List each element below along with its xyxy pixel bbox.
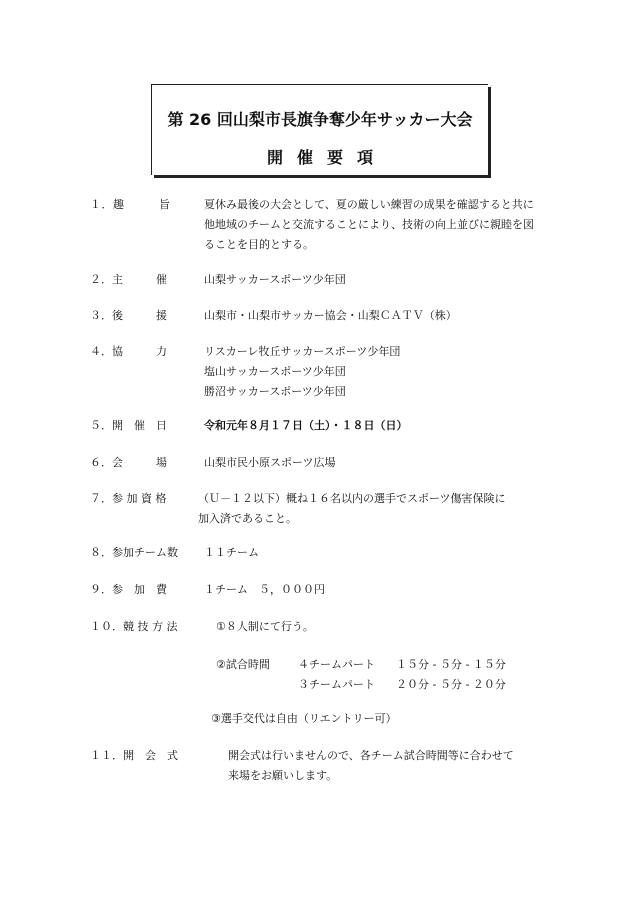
content-line: リスカーレ牧丘サッカースポーツ少年団	[204, 345, 401, 358]
content-line: 加入済であること。	[198, 512, 297, 525]
item-content	[204, 306, 457, 326]
item-label: ２．主 催	[90, 273, 167, 286]
item-content	[198, 489, 506, 529]
item-label: ７．参 加 資 格	[90, 492, 167, 505]
match-duration: ２０分 - ５分 - ２０分	[396, 678, 506, 691]
content-line: １１チーム	[204, 546, 259, 559]
match-format: ４チームパート	[298, 658, 375, 671]
content-line: 令和元年８月１７日（土）・１８日（日）	[204, 419, 408, 432]
content-line: ①８人制にて行う。	[216, 620, 314, 633]
title-box	[151, 84, 488, 175]
item-content	[204, 543, 259, 563]
match-duration: １５分 - ５分 - １５分	[396, 658, 506, 671]
content-line: 他地域のチームと交流することにより、技術の向上並びに親睦を図	[204, 218, 534, 231]
content-line: ることを目的とする。	[204, 238, 314, 251]
match-time-label: ②試合時間	[216, 658, 270, 671]
item-content	[216, 617, 314, 637]
item-label: ４．協 力	[90, 345, 167, 358]
content-line: 山梨市・山梨市サッカー協会・山梨ＣＡＴＶ（株）	[204, 309, 457, 322]
content-line: １チーム ５，０００円	[204, 583, 325, 596]
match-format: ３チームパート	[298, 678, 375, 691]
content-line: 塩山サッカースポーツ少年団	[204, 365, 346, 378]
item-label: ５．開 催 日	[90, 419, 167, 432]
content-line: （Ｕ－１２以下）概ね１６名以内の選手でスポーツ傷害保険に	[198, 492, 506, 505]
content-line: 山梨市民小原スポーツ広場	[204, 456, 336, 469]
item-label: ９．参 加 費	[90, 583, 167, 596]
content-line: 来場をお願いします。	[228, 769, 338, 782]
content-line: 勝沼サッカースポーツ少年団	[204, 385, 346, 398]
content-line: 山梨サッカースポーツ少年団	[204, 273, 346, 286]
item-label: ６．会 場	[90, 456, 167, 469]
item-content	[204, 195, 534, 255]
item-label: １０．競 技 方 法	[90, 620, 178, 633]
item-content	[204, 416, 408, 436]
item-label: ３．後 援	[90, 309, 167, 322]
item-label: １１．開 会 式	[90, 749, 178, 762]
substitution-text: ③選手交代は自由（リエントリー可）	[211, 712, 397, 725]
item-content	[204, 453, 336, 473]
item-label: １．趣 旨	[90, 198, 171, 211]
item-content	[204, 342, 400, 402]
item-label: ８．参加チーム数	[90, 546, 178, 559]
document-subtitle: 開催要項	[266, 148, 387, 167]
content-line: 開会式は行いませんので、各チーム試合時間等に合わせて	[228, 749, 514, 762]
substitution-rule	[211, 709, 397, 729]
item-content	[204, 270, 346, 290]
item-content	[204, 580, 325, 600]
item-content	[228, 746, 514, 786]
document-title: 第 26 回山梨市長旗争奪少年サッカー大会	[167, 110, 473, 129]
content-line: 夏休み最後の大会として、夏の厳しい練習の成果を確認すると共に	[204, 198, 534, 211]
